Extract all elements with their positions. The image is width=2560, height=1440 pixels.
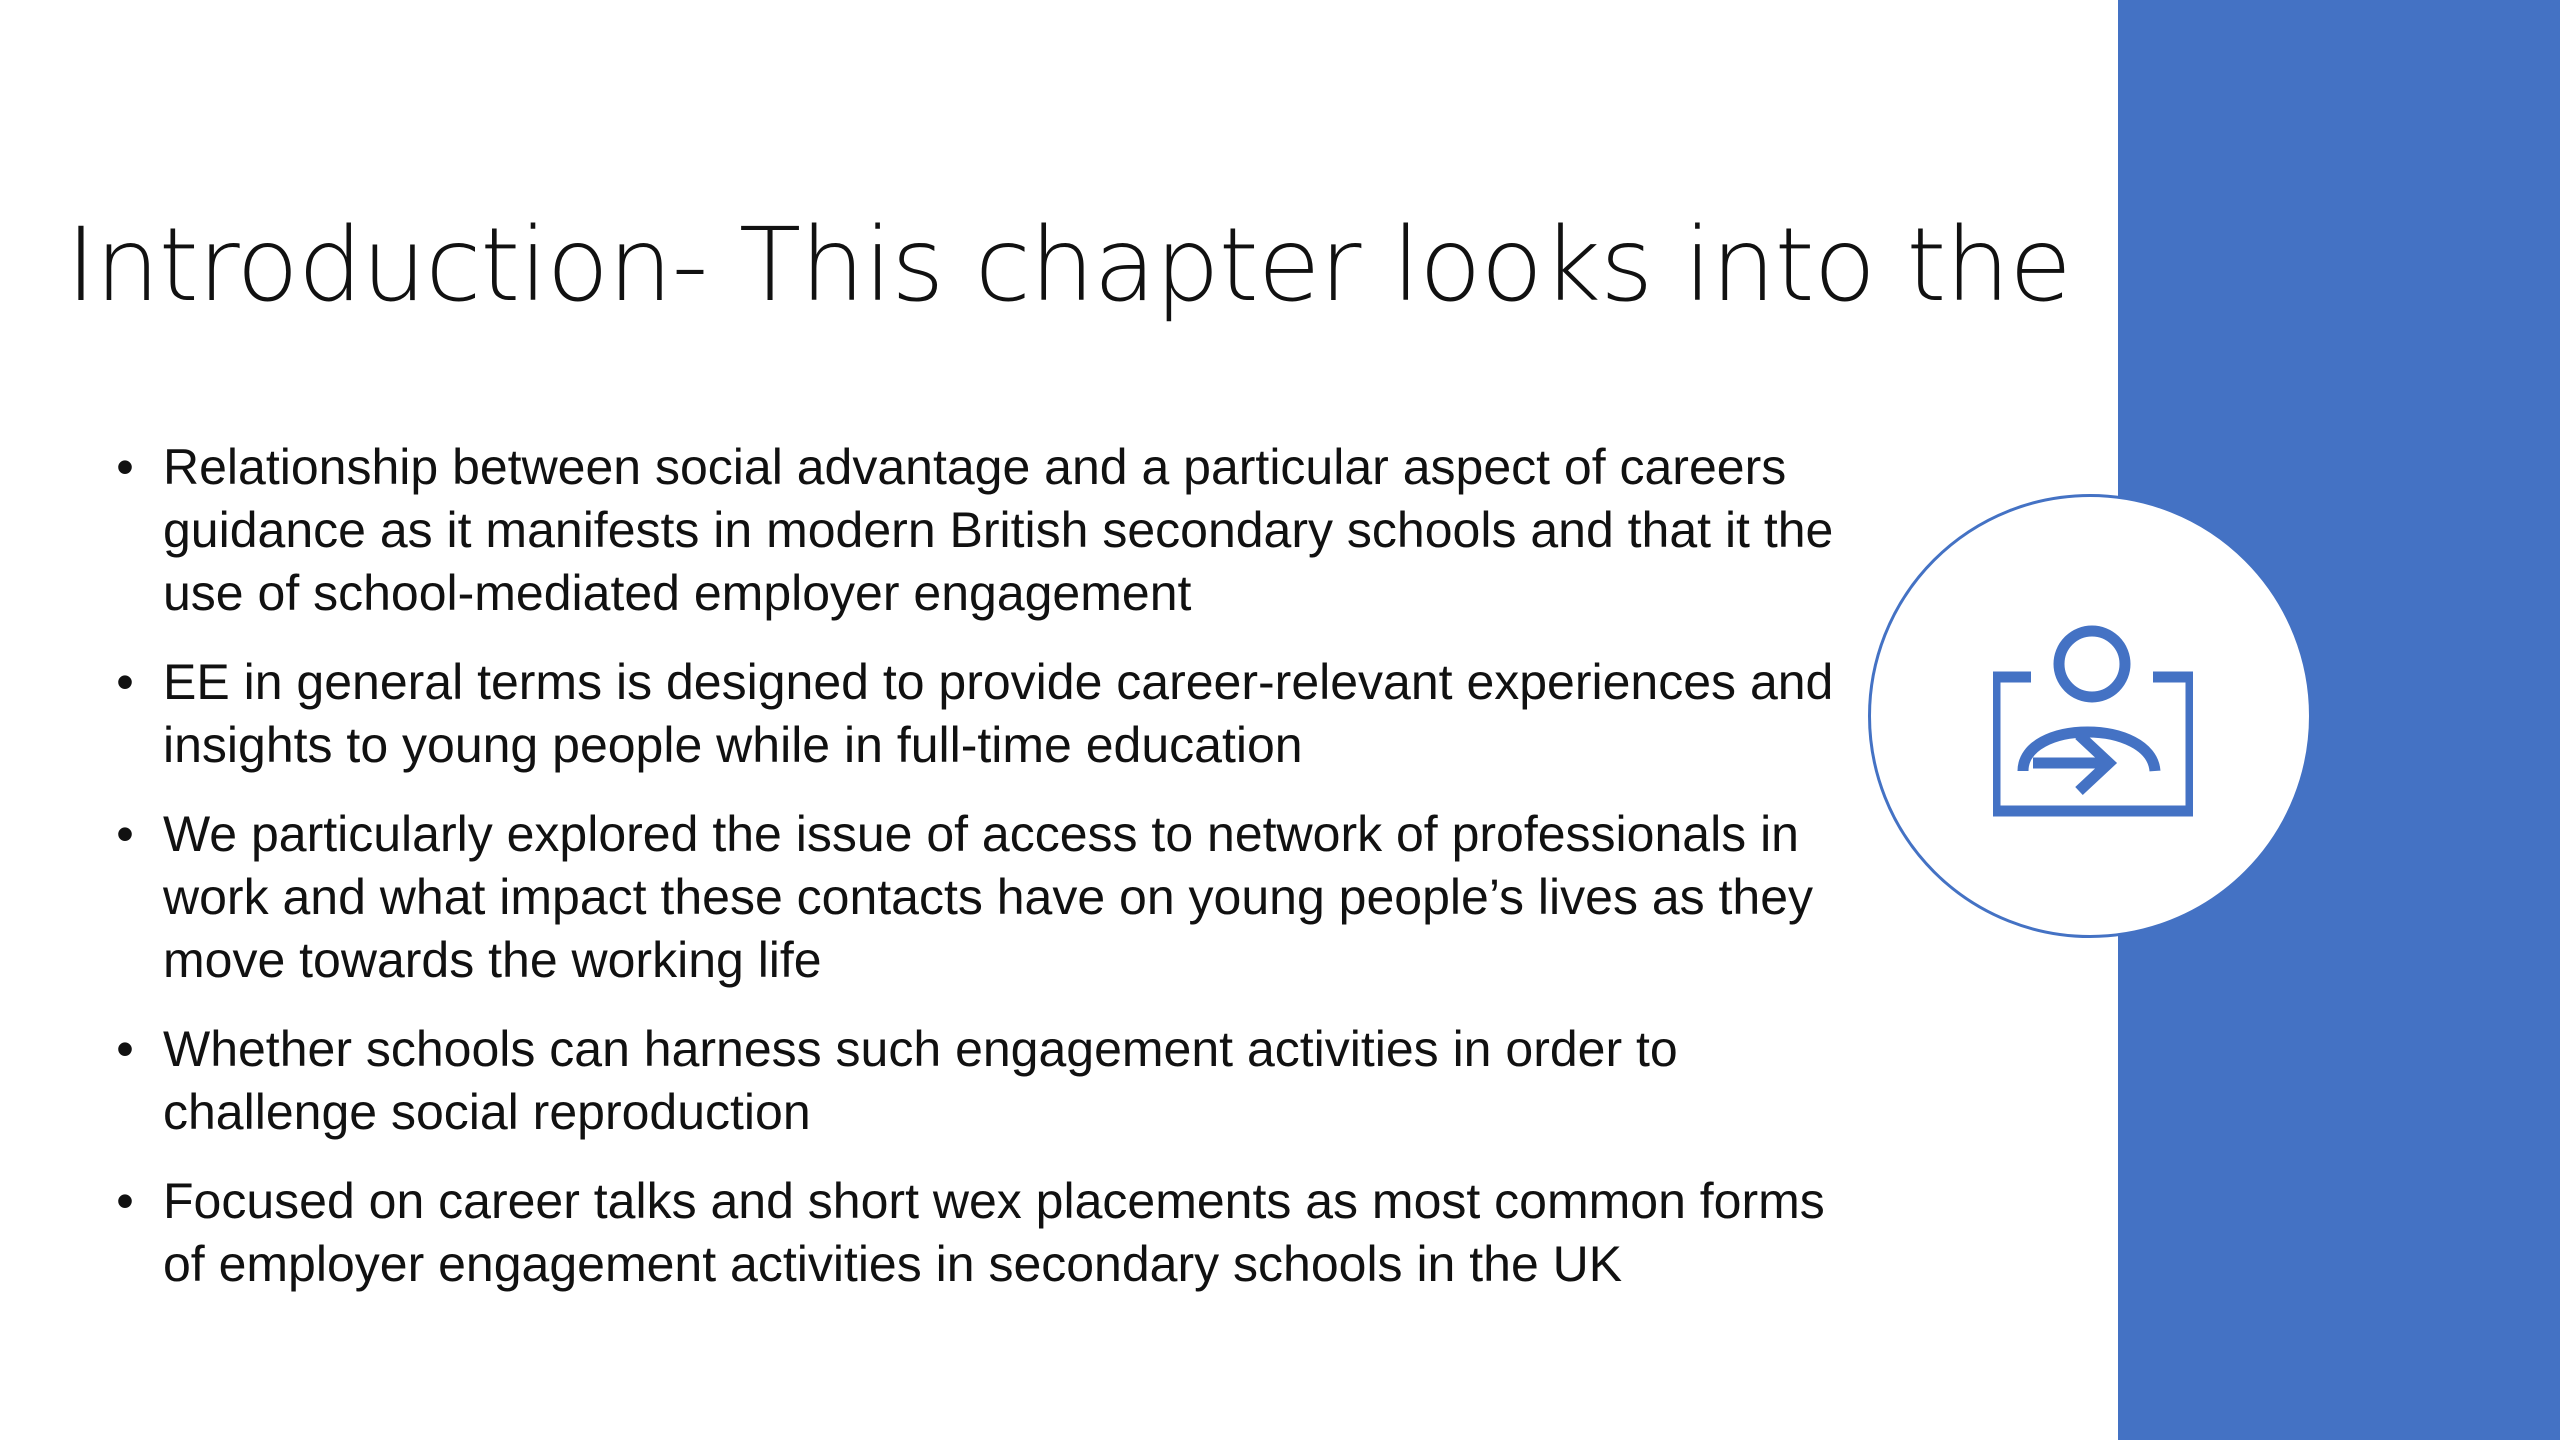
bullet-text: EE in general terms is designed to provide career-relevant experiences and insights to young people while in full-time education	[163, 654, 1834, 773]
bullet-text: Relationship between social advantage and a particular aspect of careers guidance as it manifests in modern British secondary schools and that it the use of school-mediated employer engagement	[163, 439, 1834, 621]
bullet-item	[110, 803, 1850, 992]
bullet-marker: •	[116, 806, 134, 862]
presenter-share-icon	[1993, 619, 2193, 819]
bullet-marker: •	[116, 439, 134, 495]
bullet-marker: •	[116, 1173, 134, 1229]
bullet-item	[110, 651, 1850, 777]
bullet-text: Whether schools can harness such engagement activities in order to challenge social reproduction	[163, 1021, 1678, 1140]
icon-badge	[1868, 494, 2312, 938]
bullet-marker: •	[116, 1021, 134, 1077]
slide-title: Introduction- This chapter looks into the	[66, 206, 2071, 325]
bullet-text: We particularly explored the issue of access to network of professionals in work and what impact these contacts have on young people’s lives as they move towards the working life	[163, 806, 1814, 988]
bullet-marker: •	[116, 654, 134, 710]
bullet-item	[110, 436, 1850, 625]
bullet-item	[110, 1170, 1850, 1296]
bullet-item	[110, 1018, 1850, 1144]
bullet-list	[110, 436, 1850, 1322]
bullet-text: Focused on career talks and short wex placements as most common forms of employer engagement activities in secondary schools in the UK	[163, 1173, 1825, 1292]
